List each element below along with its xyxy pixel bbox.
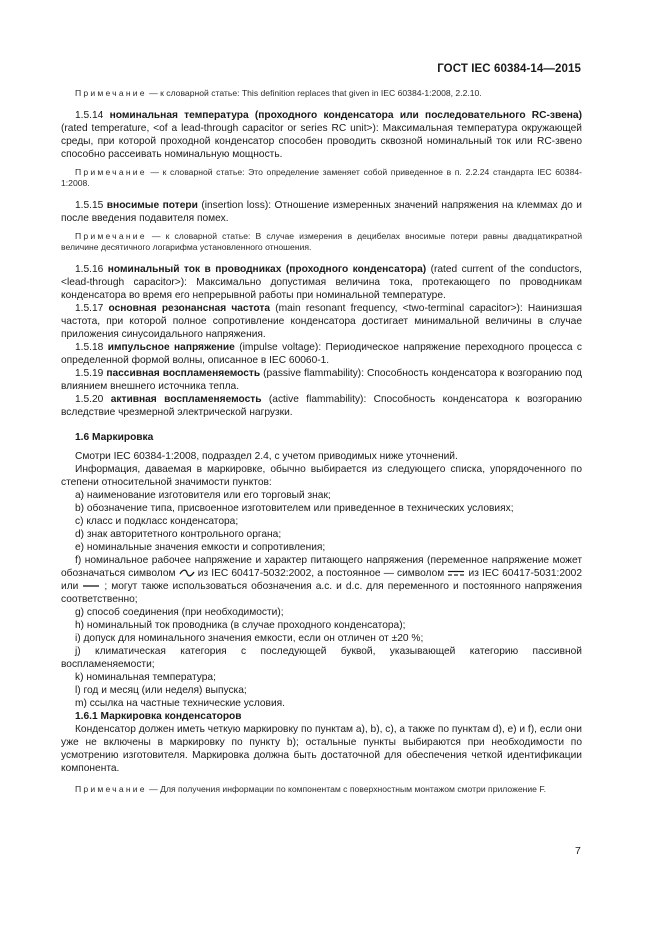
term-name: основная резонансная частота (108, 302, 271, 314)
list-text: f) номинальное рабочее напряжение и характер питающего напряжения (переменное напряжение может обозначаться символом (61, 554, 582, 579)
term-text: (rated current of the conductors, <lead-through capacitor>): Максимально допустимая величина тока, протекающего по проводникам конденсатора во время его непрерывной работы при номинальной температуре. (61, 263, 582, 301)
term-definition (61, 263, 582, 302)
note-text: — к словарной статье: Это определение заменяет собой приведенное в п. 2.2.24 стандарта IEC 60384-1:2008. (61, 166, 582, 188)
term-name: активная воспламеняемость (110, 393, 262, 405)
note (61, 784, 582, 796)
term-name: вносимые потери (106, 199, 198, 211)
term-definition (61, 393, 582, 419)
paragraph: c) класс и подкласс конденсатора; (75, 515, 239, 527)
paragraph: g) способ соединения (при необходимости); (75, 606, 284, 618)
paragraph: i) допуск для номинального значения емкости, если он отличен от ±20 %; (75, 632, 424, 644)
term-name: пассивная воспламеняемость (106, 367, 261, 379)
paragraph: e) номинальные значения емкости и сопротивления; (75, 541, 326, 553)
term-definition (61, 367, 582, 393)
term-name: импульсное напряжение (107, 341, 235, 353)
term-definition (61, 199, 582, 225)
list-text: из IEC 60417-5032:2002, а постоянное — символом (194, 567, 448, 579)
term-name: номинальная температура (проходного конденсатора или последовательного RC-звена) (109, 109, 582, 121)
clause-number: 1.5.14 (75, 109, 104, 121)
paragraph: Конденсатор должен иметь четкую маркировку по пунктам a), b), c), а также по пунктам d), e) и f), если они уже не включены в маркировку по пункту b); остальные пункты выбираются при необходимости по усмотрению изготовителя. Маркировка должна быть достаточной для обеспечения четкой идентификации компонента. (61, 723, 582, 774)
ac-symbol-icon (179, 569, 195, 577)
term-definition (61, 109, 582, 161)
paragraph: a) наименование изготовителя или его торговый знак; (75, 489, 331, 501)
paragraph: Смотри IEC 60384-1:2008, подраздел 2.4, с учетом приводимых ниже уточнений. (75, 450, 458, 462)
term-text: (insertion loss): Отношение измеренных значений напряжения на клеммах до и после введения подавителя помех. (61, 199, 582, 224)
clause-number: 1.5.17 (75, 302, 104, 314)
paragraph: Информация, даваемая в маркировке, обычно выбирается из следующего списка, упорядоченного по степени относительной значимости пунктов: (61, 463, 582, 488)
page-number: 7 (575, 845, 581, 857)
note (61, 167, 582, 190)
note-label: Примечание (75, 88, 147, 98)
note (61, 231, 582, 254)
document-header: ГОСТ IEC 60384-14—2015 (437, 63, 581, 75)
term-text: (main resonant frequency, <two-terminal capacitor>): Наинизшая частота, при которой полное сопротивление конденсатора достигает минимальной величины в случае приложения синусоидального напряжения. (61, 302, 582, 340)
list-item (61, 554, 582, 606)
clause-number: 1.5.20 (75, 393, 104, 405)
term-text: (passive flammability): Способность конденсатора к возгоранию под влиянием внешнего источника тепла. (61, 367, 582, 392)
clause-number: 1.5.16 (75, 263, 104, 275)
term-text: (active flammability): Способность конденсатора к возгоранию вследствие чрезмерной электрической нагрузки. (61, 393, 582, 418)
list-text: из IEC 60417-5031:2002 или (61, 567, 583, 592)
term-definition (61, 302, 582, 341)
term-text: (impulse voltage): Периодическое напряжение переходного процесса с определенной формой волны, описанное в IEC 60060-1. (61, 341, 582, 366)
paragraph: d) знак авторитетного контрольного органа; (75, 528, 282, 540)
paragraph: j) климатическая категория с последующей буквой, указывающей категорию пассивной воспламеняемости; (61, 645, 582, 670)
dc-symbol-icon (447, 569, 465, 577)
note-text: — Для получения информации по компонентам с поверхностным монтажом смотри приложение F. (146, 783, 547, 794)
paragraph: k) номинальная температура; (75, 671, 216, 683)
dc-line-symbol-icon (82, 582, 100, 590)
list-text: ; могут также использоваться обозначения a.c. и d.c. для переменного и постоянного напряжения соответственно; (61, 580, 582, 605)
clause-number: 1.5.19 (75, 367, 104, 379)
term-definition (61, 341, 582, 367)
note-text: — к словарной статье: This definition replaces that given in IEC 60384-1:2008, 2.2.10. (146, 88, 482, 98)
subsection-heading: 1.6.1 Маркировка конденсаторов (75, 710, 242, 722)
paragraph: h) номинальный ток проводника (в случае проходного конденсатора); (75, 619, 406, 631)
paragraph: m) ссылка на частные технические условия. (75, 697, 286, 709)
term-text: (rated temperature, <of a lead-through capacitor or series RC unit>): Максимальная температура окружающей среды, при которой проходной конденсатор способен проводить сквозной номинальный ток или RC-звено способно рассеивать номинальную мощность. (61, 122, 582, 160)
document-body (61, 88, 582, 795)
note (61, 88, 582, 100)
note-label: Примечание (75, 783, 147, 794)
note-label: Примечание (75, 166, 147, 177)
term-name: номинальный ток в проводниках (проходного конденсатора) (107, 263, 427, 275)
paragraph: l) год и месяц (или неделя) выпуска; (75, 684, 247, 696)
section-heading: 1.6 Маркировка (75, 431, 154, 443)
paragraph: b) обозначение типа, присвоенное изготовителем или приведенное в технических условиях; (75, 502, 514, 514)
clause-number: 1.5.15 (75, 199, 104, 211)
note-label: Примечание (75, 230, 147, 241)
note-text: — к словарной статье: В случае измерения в децибелах вносимые потери равны двадцатикратной величине десятичного логарифма установленного отношения. (61, 230, 582, 252)
clause-number: 1.5.18 (75, 341, 104, 353)
